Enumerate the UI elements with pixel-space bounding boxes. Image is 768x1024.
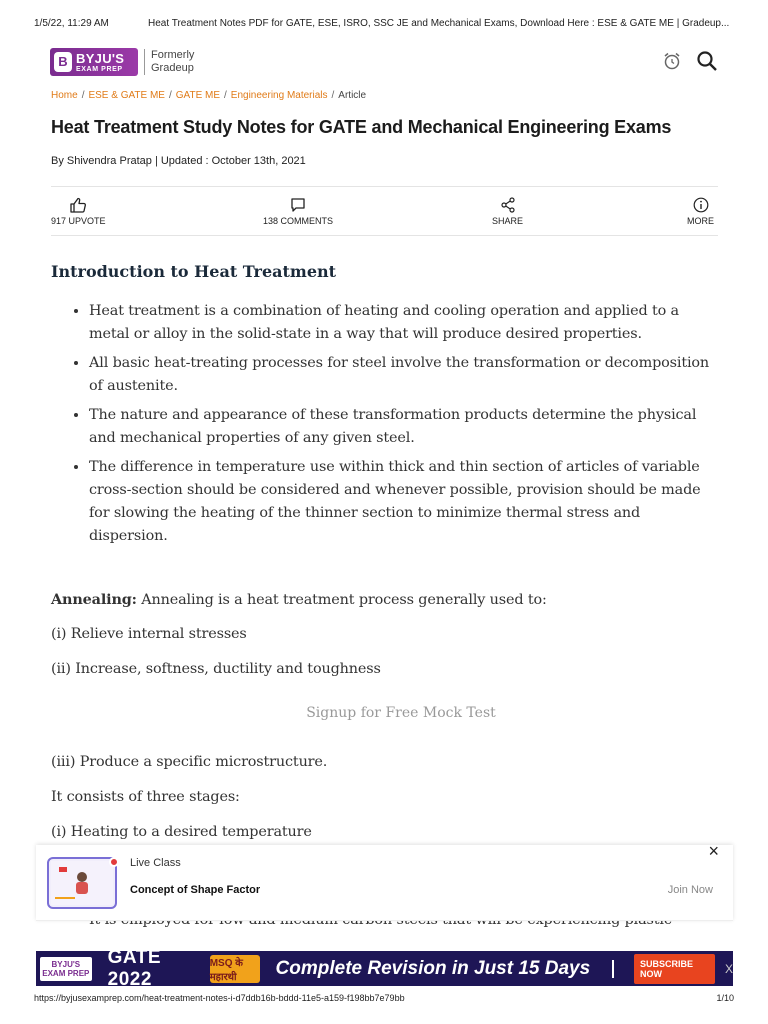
ad-logo: BYJU'S EXAM PREP: [40, 957, 92, 981]
annealing-paragraph: [51, 588, 719, 612]
breadcrumb-current: Article: [338, 90, 367, 101]
signup-mock-test-link[interactable]: Signup for Free Mock Test: [306, 705, 496, 721]
point-1: (i) Relieve internal stresses: [51, 626, 247, 642]
logo-brand: BYJU'S: [76, 50, 125, 66]
live-indicator-icon: [109, 857, 119, 867]
logo-sub: EXAM PREP: [76, 65, 123, 73]
annealing-label: Annealing:: [51, 591, 137, 608]
live-class-label: Live Class: [130, 857, 181, 869]
upvote-count: 917 UPVOTE: [51, 216, 106, 226]
site-header: [50, 46, 718, 78]
breadcrumb: Home / ESE & GATE ME / GATE ME / Engineering Materials / Article: [51, 90, 367, 101]
ad-close-icon[interactable]: X: [724, 961, 733, 976]
join-now-button[interactable]: Join Now: [667, 884, 713, 896]
info-icon: [693, 197, 709, 213]
breadcrumb-home[interactable]: Home: [51, 90, 78, 101]
intro-bullet-list: [51, 300, 719, 548]
article-body: [51, 262, 719, 840]
print-page-title: Heat Treatment Notes PDF for GATE, ESE, ISRO, SSC JE and Mechanical Exams, Download Here : ESE & GATE ME | Gradeup...: [148, 18, 730, 29]
stages-intro: It consists of three stages:: [51, 789, 240, 805]
breadcrumb-gate-me[interactable]: GATE ME: [175, 90, 221, 101]
breadcrumb-ese-gate-me[interactable]: ESE & GATE ME: [88, 90, 165, 101]
upvote-button[interactable]: [51, 197, 106, 226]
search-icon[interactable]: [696, 50, 718, 77]
thumbs-up-icon: [69, 197, 87, 213]
ad-banner[interactable]: [36, 946, 733, 990]
point-3: (iii) Produce a specific microstructure.: [51, 754, 328, 770]
list-item: • The nature and appearance of these transformation products determine the physical and mechanical properties of any given steel.: [89, 404, 719, 450]
subscribe-now-button[interactable]: SUBSCRIBE NOW: [634, 954, 715, 984]
section-title: Introduction to Heat Treatment: [51, 262, 337, 281]
share-button[interactable]: [492, 197, 523, 226]
logo-mark-icon: B: [54, 52, 72, 72]
print-footer: [34, 993, 734, 1003]
ad-headline: Complete Revision in Just 15 Days: [275, 957, 591, 979]
page-title: Heat Treatment Study Notes for GATE and Mechanical Engineering Exams: [51, 117, 672, 137]
action-bar: [51, 186, 718, 236]
comments-count: 138 COMMENTS: [263, 216, 334, 226]
ad-divider: [612, 960, 614, 978]
ad-gate-title: GATE 2022: [107, 946, 161, 990]
print-url: https://byjusexamprep.com/heat-treatment-notes-i-d7ddb16b-bddd-11e5-a159-f198bb7e79bb: [34, 993, 405, 1003]
live-class-topic: Concept of Shape Factor: [130, 884, 261, 896]
more-button[interactable]: [687, 197, 714, 226]
stage-1: (i) Heating to a desired temperature: [51, 824, 312, 840]
close-icon[interactable]: ×: [708, 841, 719, 861]
point-2: (ii) Increase, softness, ductility and toughness: [51, 661, 381, 677]
logo-formerly: Formerly Gradeup: [151, 49, 195, 74]
byjus-logo[interactable]: [50, 48, 194, 76]
breadcrumb-engineering-materials[interactable]: Engineering Materials: [230, 90, 328, 101]
more-label: MORE: [687, 216, 714, 226]
print-date: 1/5/22, 11:29 AM: [34, 18, 109, 29]
ad-badge: MSQ के महारथी: [210, 955, 260, 983]
live-class-banner[interactable]: [36, 841, 733, 921]
list-item: • Heat treatment is a combination of heating and cooling operation and applied to a metal or alloy in the solid-state in a way that will produce desired properties.: [89, 300, 719, 346]
header-icons: [662, 50, 718, 77]
comments-button[interactable]: [263, 197, 333, 226]
logo-box: [50, 48, 138, 76]
share-icon: [500, 197, 516, 213]
list-item: • The difference in temperature use within thick and thin section of articles of variable cross-section should be considered and whenever possible, provision should be made for slowing the heating of the thinner section to minimize thermal stress and dispersion.: [89, 456, 719, 548]
share-label: SHARE: [492, 216, 524, 226]
live-class-thumbnail: [47, 857, 117, 909]
list-item: • All basic heat-treating processes for steel involve the transformation or decomposition of austenite.: [89, 352, 719, 398]
annealing-text: Annealing is a heat treatment process generally used to:: [136, 592, 547, 608]
alarm-clock-icon[interactable]: [662, 51, 682, 76]
logo-divider: [144, 49, 145, 75]
comment-icon: [290, 197, 306, 213]
byline: By Shivendra Pratap | Updated : October 13th, 2021: [51, 155, 306, 167]
print-header: [34, 18, 734, 29]
print-page-number: 1/10: [716, 993, 734, 1003]
